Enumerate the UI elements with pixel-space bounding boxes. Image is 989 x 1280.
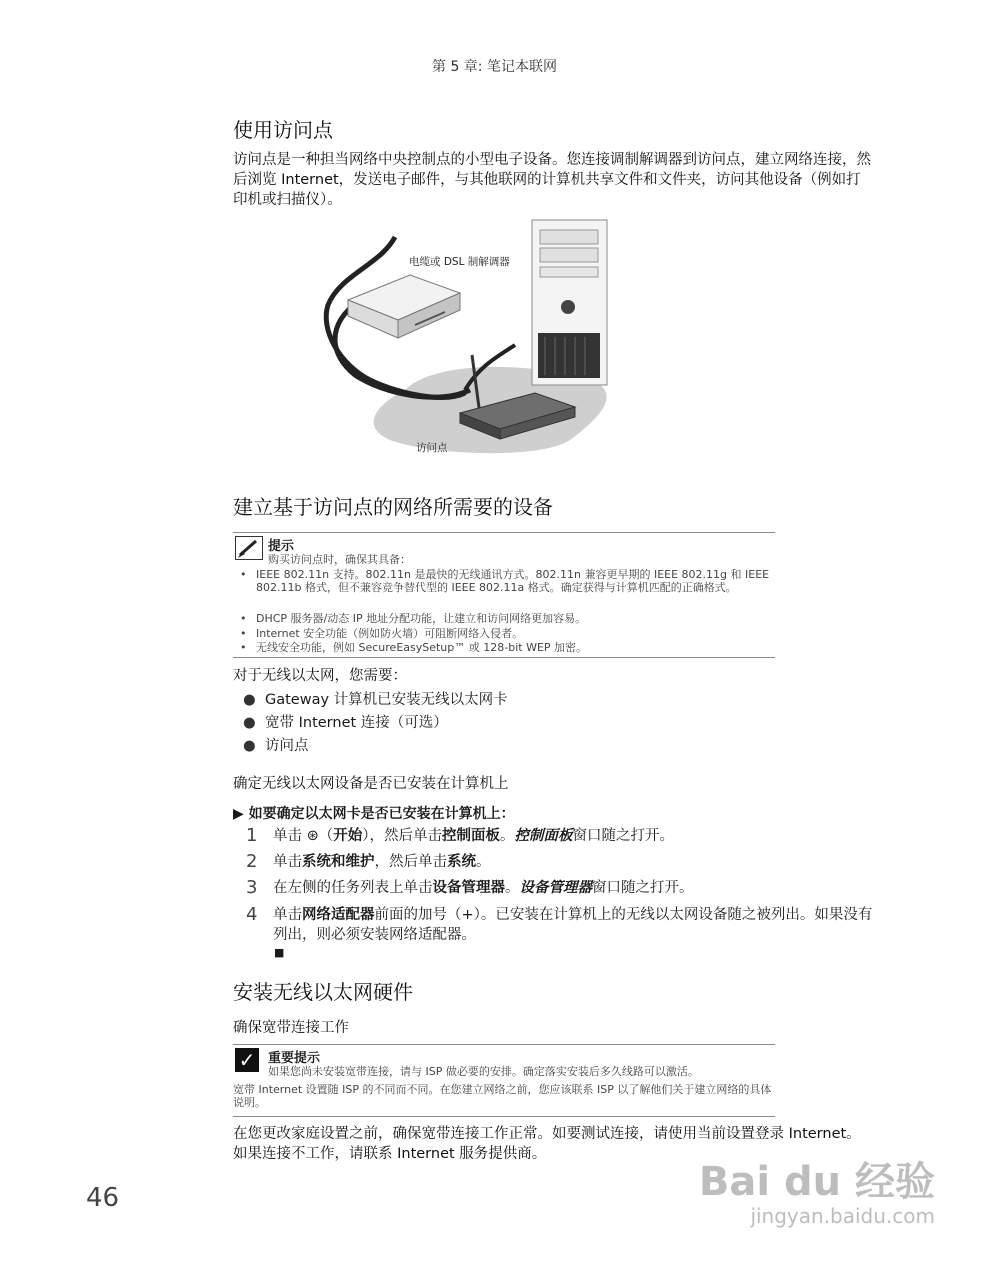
broadband-paragraph: 在您更改家庭设置之前，确保宽带连接工作正常。如要测试连接，请使用当前设置登录 Internet。如果连接不工作，请联系 Internet 服务提供商。	[233, 1126, 861, 1162]
watermark-brand: Bai du 经验	[698, 1159, 935, 1205]
important-line-1: 如果您尚未安装宽带连接，请与 ISP 做必要的安排。确定落实安装后多久线路可以激活。	[268, 1065, 699, 1078]
important-top-rule	[233, 1044, 775, 1045]
section-title-equipment: 建立基于访问点的网络所需要的设备	[233, 495, 553, 519]
important-title: 重要提示	[268, 1051, 321, 1066]
tip-top-rule	[233, 532, 775, 533]
access-point-label: 访问点	[416, 442, 448, 454]
list-item: ● 访问点	[243, 738, 309, 754]
important-bottom-rule	[233, 1116, 775, 1117]
list-item: ● Gateway 计算机已安装无线以太网卡	[243, 692, 508, 708]
modem-icon	[348, 275, 460, 338]
pencil-icon	[235, 536, 263, 560]
tip-item: • 无线安全功能，例如 SecureEasySetup™ 或 128-bit WEP 加密。	[240, 641, 588, 654]
section-paragraph: 访问点是一种担当网络中央控制点的小型电子设备。您连接调制解调器到访问点，建立网络连接，然后浏览 Internet，发送电子邮件，与其他联网的计算机共享文件和文件夹，访问其他设备（例如打印机或扫描仪）。	[233, 152, 871, 208]
end-mark: ■	[274, 946, 285, 959]
tip-item: • DHCP 服务器/动态 IP 地址分配功能，让建立和访问网络更加容易。	[240, 612, 587, 625]
tip-bottom-rule	[233, 657, 775, 658]
checkmark-icon: ✓	[235, 1048, 259, 1072]
watermark	[699, 1160, 935, 1228]
tip-item: • Internet 安全功能（例如防火墙）可阻断网络入侵者。	[240, 627, 524, 640]
pc-tower-icon	[532, 220, 607, 385]
modem-label: 电缆或 DSL 制解调器	[409, 256, 510, 268]
important-line-2: 宽带 Internet 设置随 ISP 的不同而不同。在您建立网络之前，您应该联系 ISP 以了解他们关于建立网络的具体说明。	[233, 1083, 772, 1109]
tip-title: 提示	[268, 539, 295, 554]
subhead-broadband: 确保宽带连接工作	[233, 1020, 349, 1036]
section-title-access-point: 使用访问点	[233, 118, 333, 142]
watermark-url: jingyan.baidu.com	[750, 1204, 935, 1228]
procedure-title: ▶ 如要确定以太网卡是否已安装在计算机上：	[233, 806, 515, 822]
section-title-install-hardware: 安装无线以太网硬件	[233, 980, 413, 1004]
windows-start-icon: ⊛	[306, 828, 319, 844]
subhead-check-device: 确定无线以太网设备是否已安装在计算机上	[233, 776, 509, 792]
page-header: 第 5 章: 笔记本联网	[432, 59, 557, 75]
network-figure	[300, 215, 620, 465]
tip-intro: 购买访问点时，确保其具备：	[268, 553, 411, 566]
page-number: 46	[86, 1183, 120, 1213]
tip-item: • IEEE 802.11n 支持。802.11n 是最快的无线通讯方式。802.11n 兼容更早期的 IEEE 802.11g 和 IEEE 802.11b 格式，但不兼容竞争替代型的 IEEE 802.11a 格式。确定获得与计算机匹配的正确格式。	[240, 568, 770, 594]
list-item: ● 宽带 Internet 连接（可选）	[243, 715, 448, 731]
needs-intro: 对于无线以太网，您需要：	[233, 668, 407, 684]
triangle-icon: ▶	[233, 806, 249, 822]
